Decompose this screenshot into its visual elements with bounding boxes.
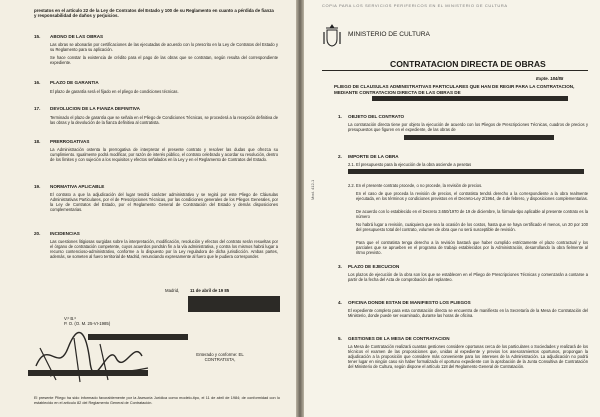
- section-20-title: INCIDENCIAS: [50, 231, 80, 236]
- section-1-number: 1.: [338, 114, 342, 119]
- left-page: [0, 0, 296, 417]
- book-gutter: [296, 0, 304, 417]
- section-19-para-1: El contrato a que la adjudicación del lugar tendrá carácter administrativo y se regirá por este Pliego de Cláusulas Administrativas Particulares, por el de Prescripciones Técnicas, por las condiciones generales de los Pliegos Generales, por la Ley de Contratos del Estado, por el Reglamento General de Contratación del Estado y demás disposiciones complementarias.: [50, 192, 278, 213]
- redacted-works: [372, 96, 568, 101]
- contractor-approval: Enterado y conforme: EL CONTRATISTA,: [196, 352, 244, 363]
- section-16-para-1: El plazo de garantía será el fijado en el pliego de condiciones técnicas.: [50, 89, 179, 94]
- redacted-amount: [348, 169, 584, 174]
- section-3-title: PLAZO DE EJECUCION: [348, 264, 400, 269]
- section-15-para-1: Las obras se abonarán por certificaciones de las ejecutadas de acuerdo con lo prescrito en la Ley de Contratos del Estado y su Reglamento para su aplicación.: [50, 42, 278, 53]
- section-4-number: 4.: [338, 300, 342, 305]
- ministry-name: MINISTERIO DE CULTURA: [348, 31, 430, 38]
- section-2-para-1: 2.1. El presupuesto para la ejecución de la obra asciende a pesetas: [348, 162, 472, 167]
- section-1-para-1: La contratación directa tiene por objeto la ejecución de acuerdo con los Pliegos de Prescripciones Técnicas, cuadros de precios y presupuestos que figuren en el expediente, de las obras de: [348, 122, 588, 133]
- section-17-title: DEVOLUCION DE LA FIANZA DEFINITIVA: [50, 106, 140, 111]
- redacted-object: [404, 135, 554, 140]
- intro-text: prestatos en el artículo 22 de la Ley de Contratos del Estado y 100 de su Reglamento en cuanto a pérdida de fianza y responsabilidad de daños y perjuicios.: [34, 8, 274, 19]
- section-4-title: OFICINA DONDE ESTAN DE MANIFIESTO LOS PLIEGOS: [348, 300, 471, 305]
- section-1-title: OBJETO DEL CONTRATO: [348, 114, 405, 119]
- section-2-para-2: 2.2. En el presente contrato procede, o no procede, la revisión de precios.: [348, 183, 483, 188]
- section-5-number: 5.: [338, 336, 342, 341]
- section-2-para-6: Para que el contratista tenga derecho a la revisión bastará que haber cumplido estrictamente el plazo contractual y los parciales que se aprueben en el programa de trabajo establecidos por la Administración, desarrollando la obra fielmente al ritmo previsto.: [356, 240, 588, 256]
- section-20-para-1: Las cuestiones litigiosas surgidas sobre la interpretación, modificación, resolución y efectos del contrato serán resueltas por el órgano de contratación competente, cuyos acuerdos pondrán fin a la vía administrativa, y contra los mismos habrá lugar a recurso contencioso-administrativo, conforme a lo dispuesto por la Ley reguladora de dicha jurisdicción. Ambas partes, además, se someten al fuero territorial de Madrid, renunciando expresamente al fuero que le pudiera corresponder.: [50, 239, 278, 260]
- date-place: Madrid,: [165, 288, 180, 293]
- top-note: COPIA PARA LOS SERVICIOS PERIFERICOS EN EL MINISTERIO DE CULTURA: [322, 3, 508, 8]
- margin-note: Mod. 412-1: [310, 179, 315, 200]
- section-2-para-4: De acuerdo con lo establecido en el Decreto 3.650/1970 de 19 de diciembre, la fórmula-tipo aplicable al presente contrato es la número: [356, 209, 588, 220]
- section-19-title: NORMATIVA APLICABLE: [50, 184, 105, 189]
- section-18-number: 18.: [34, 139, 41, 144]
- section-4-para-1: El expediente completo para esta contratación directa se encuentra de manifiesto en la Secretaría de la Mesa de Contratación del Ministerio, donde puede ser examinado, durante las horas de oficina.: [348, 308, 588, 319]
- section-16-number: 16.: [34, 80, 41, 85]
- section-3-number: 3.: [338, 264, 342, 269]
- section-15-number: 15.: [34, 34, 41, 39]
- footnote: El presente Pliego ha sido informado favorablemente por la Asesoría Jurídica como modelo-tipo, el 11 de abril de 1984; de conformidad con lo establecido en el artículo 82 del Reglamento General de Contratación.: [34, 396, 280, 405]
- section-2-number: 2.: [338, 154, 342, 159]
- main-title: CONTRATACION DIRECTA DE OBRAS: [390, 59, 546, 69]
- coat-of-arms-icon: [322, 24, 342, 48]
- section-2-para-5: No habrá lugar a revisión, cualquiera que sea la ocasión de los costos, hasta que se haya certificado el menos, un 20 por 100 del presupuesto total del contrato, volumen de obra que no será susceptible de revisión.: [356, 222, 588, 233]
- section-19-number: 19.: [34, 184, 41, 189]
- redacted-signer: [28, 370, 148, 376]
- section-18-title: PRERROGATIVAS: [50, 139, 90, 144]
- section-3-para-1: Los plazos de ejecución de la obra son los que se establecen en el Pliego de Prescripciones Técnicas y comenzarán a contarse a partir de la fecha del Acta de comprobación del replanteo.: [348, 272, 588, 283]
- section-2-title: IMPORTE DE LA OBRA: [348, 154, 399, 159]
- document-subtitle: PLIEGO DE CLAUSULAS ADMINISTRATIVAS PARTICULARES QUE HAN DE REGIR PARA LA CONTRATACION, MEDIANTE CONTRATACION DIRECTA DE LAS OBRAS DE: [334, 84, 575, 95]
- redacted-stamp: [188, 296, 280, 312]
- section-16-title: PLAZO DE GARANTIA: [50, 80, 99, 85]
- signature-scrawl: [30, 318, 160, 388]
- section-15-title: ABONO DE LAS OBRAS: [50, 34, 104, 39]
- section-20-number: 20.: [34, 231, 41, 236]
- expediente-number: Expte. 184/85: [536, 76, 564, 81]
- section-2-para-3: En el caso de que proceda la revisión de precios, el contratista tendrá derecho a la correspondiente a la obra realmente ejecutada, en los términos y condiciones previstos en el Decreto-Ley 2/1964, de 4 de febrero, y disposiciones complementarias.: [356, 191, 588, 202]
- section-18-para-1: La Administración ostenta la prerrogativa de interpretar el presente contrato y resolver las dudas que ofrezca su cumplimiento. Igualmente podrá modificar, por razón de interés público, el contrato celebrado y acordar su resolución, dentro de los límites y con sujeción a los requisitos y efectos señalados en la Ley y en el Reglamento de Contratos del Estado.: [50, 147, 278, 163]
- section-17-para-1: Terminado el plazo de garantía que se señala en el Pliego de Condiciones Técnicas, se procederá a la recepción definitiva de las obras y la devolución de la fianza definitiva al contratista.: [50, 115, 278, 126]
- right-page: [304, 0, 600, 417]
- title-rule: [322, 70, 588, 71]
- section-5-para-1: La Mesa de Contratación realizará cuantas gestiones considere oportunas cerca de los particulares o Sociedades y realizará de los técnicos el examen de las proposiciones que, unidas al expediente y previos los asesoramientos oportunos, propongan la adjudicación a la proposición que considere más conveniente para los intereses de la Administración. La adjudicación no podrá tener lugar en ningún caso sin haber formalizado el oportuno expediente con la aprobación de la Junta Consultiva de Contratación del Ministerio de Cultura, según dispone el artículo 118 del Reglamento General de Contratación.: [348, 344, 588, 370]
- date-stamp: 11 de abril de 19 85: [190, 288, 230, 293]
- section-17-number: 17.: [34, 106, 41, 111]
- section-15-para-2: Se hace constar la existencia de crédito para el pago de las obras que se contratan, según resulta del correspondiente expediente.: [50, 55, 278, 66]
- section-5-title: GESTIONES DE LA MESA DE CONTRATACION: [348, 336, 450, 341]
- signed-by: V.º B.º P. O. (O. M. 25-VI-1985): [64, 316, 111, 327]
